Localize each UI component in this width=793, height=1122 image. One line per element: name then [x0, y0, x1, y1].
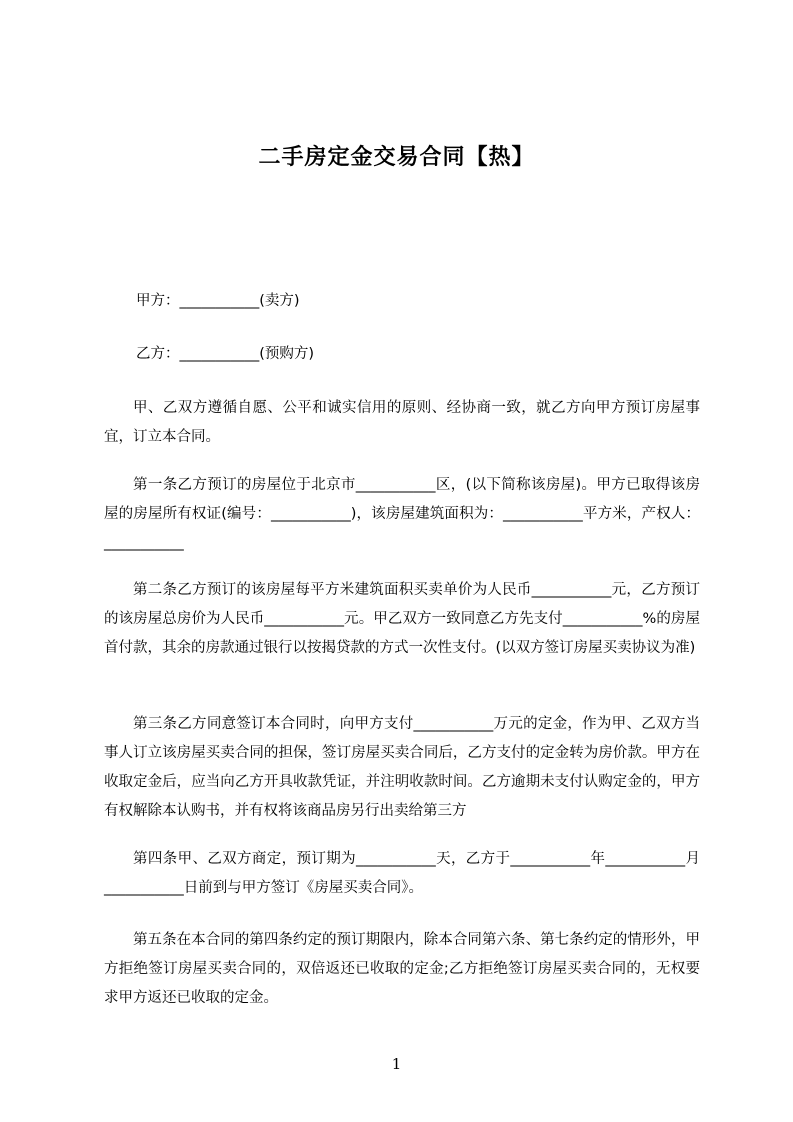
article-2: 第二条乙方预订的该房屋每平方米建筑面积买卖单价为人民币___________元，乙方预订的该房屋总房价为人民币___________元。甲乙双方一致同意乙方先支付___________%的房屋首付款，其余的房款通过银行以按揭贷款的方式一次性支付。(以双方签订房屋买卖协议为准) — [104, 582, 700, 656]
article-3: 第三条乙方同意签订本合同时，向甲方支付___________万元的定金，作为甲、乙双方当事人订立该房屋买卖合同的担保，签订房屋买卖合同后，乙方支付的定金转为房价款。甲方在收取定金后，应当向乙方开具收款凭证，并注明收款时间。乙方逾期未支付认购定金的，甲方有权解除本认购书，并有权将该商品房另行出卖给第三方 — [104, 716, 700, 819]
preamble-paragraph: 甲、乙双方遵循自愿、公平和诚实信用的原则、经协商一致，就乙方向甲方预订房屋事宜，订立本合同。 — [104, 400, 700, 445]
article-5: 第五条在本合同的第四条约定的预订期限内，除本合同第六条、第七条约定的情形外，甲方拒绝签订房屋买卖合同的，双倍返还已收取的定金;乙方拒绝签订房屋买卖合同的，无权要求甲方返还已收取的定金。 — [104, 932, 700, 1006]
party-a-line: 甲方：___________(卖方) — [136, 293, 300, 309]
article-4: 第四条甲、乙双方商定，预订期为___________天，乙方于___________年___________月___________日前到与甲方签订《房屋买卖合同》。 — [104, 851, 700, 896]
document-title: 二手房定金交易合同【热】 — [258, 145, 535, 170]
page-number: 1 — [391, 1055, 402, 1073]
party-b-line: 乙方：___________(预购方) — [136, 346, 315, 362]
article-1: 第一条乙方预订的房屋位于北京市___________区，(以下简称该房屋)。甲方已取得该房屋的房屋所有权证(编号：___________)，该房屋建筑面积为：___________平方米，产权人：___________ — [104, 477, 700, 551]
